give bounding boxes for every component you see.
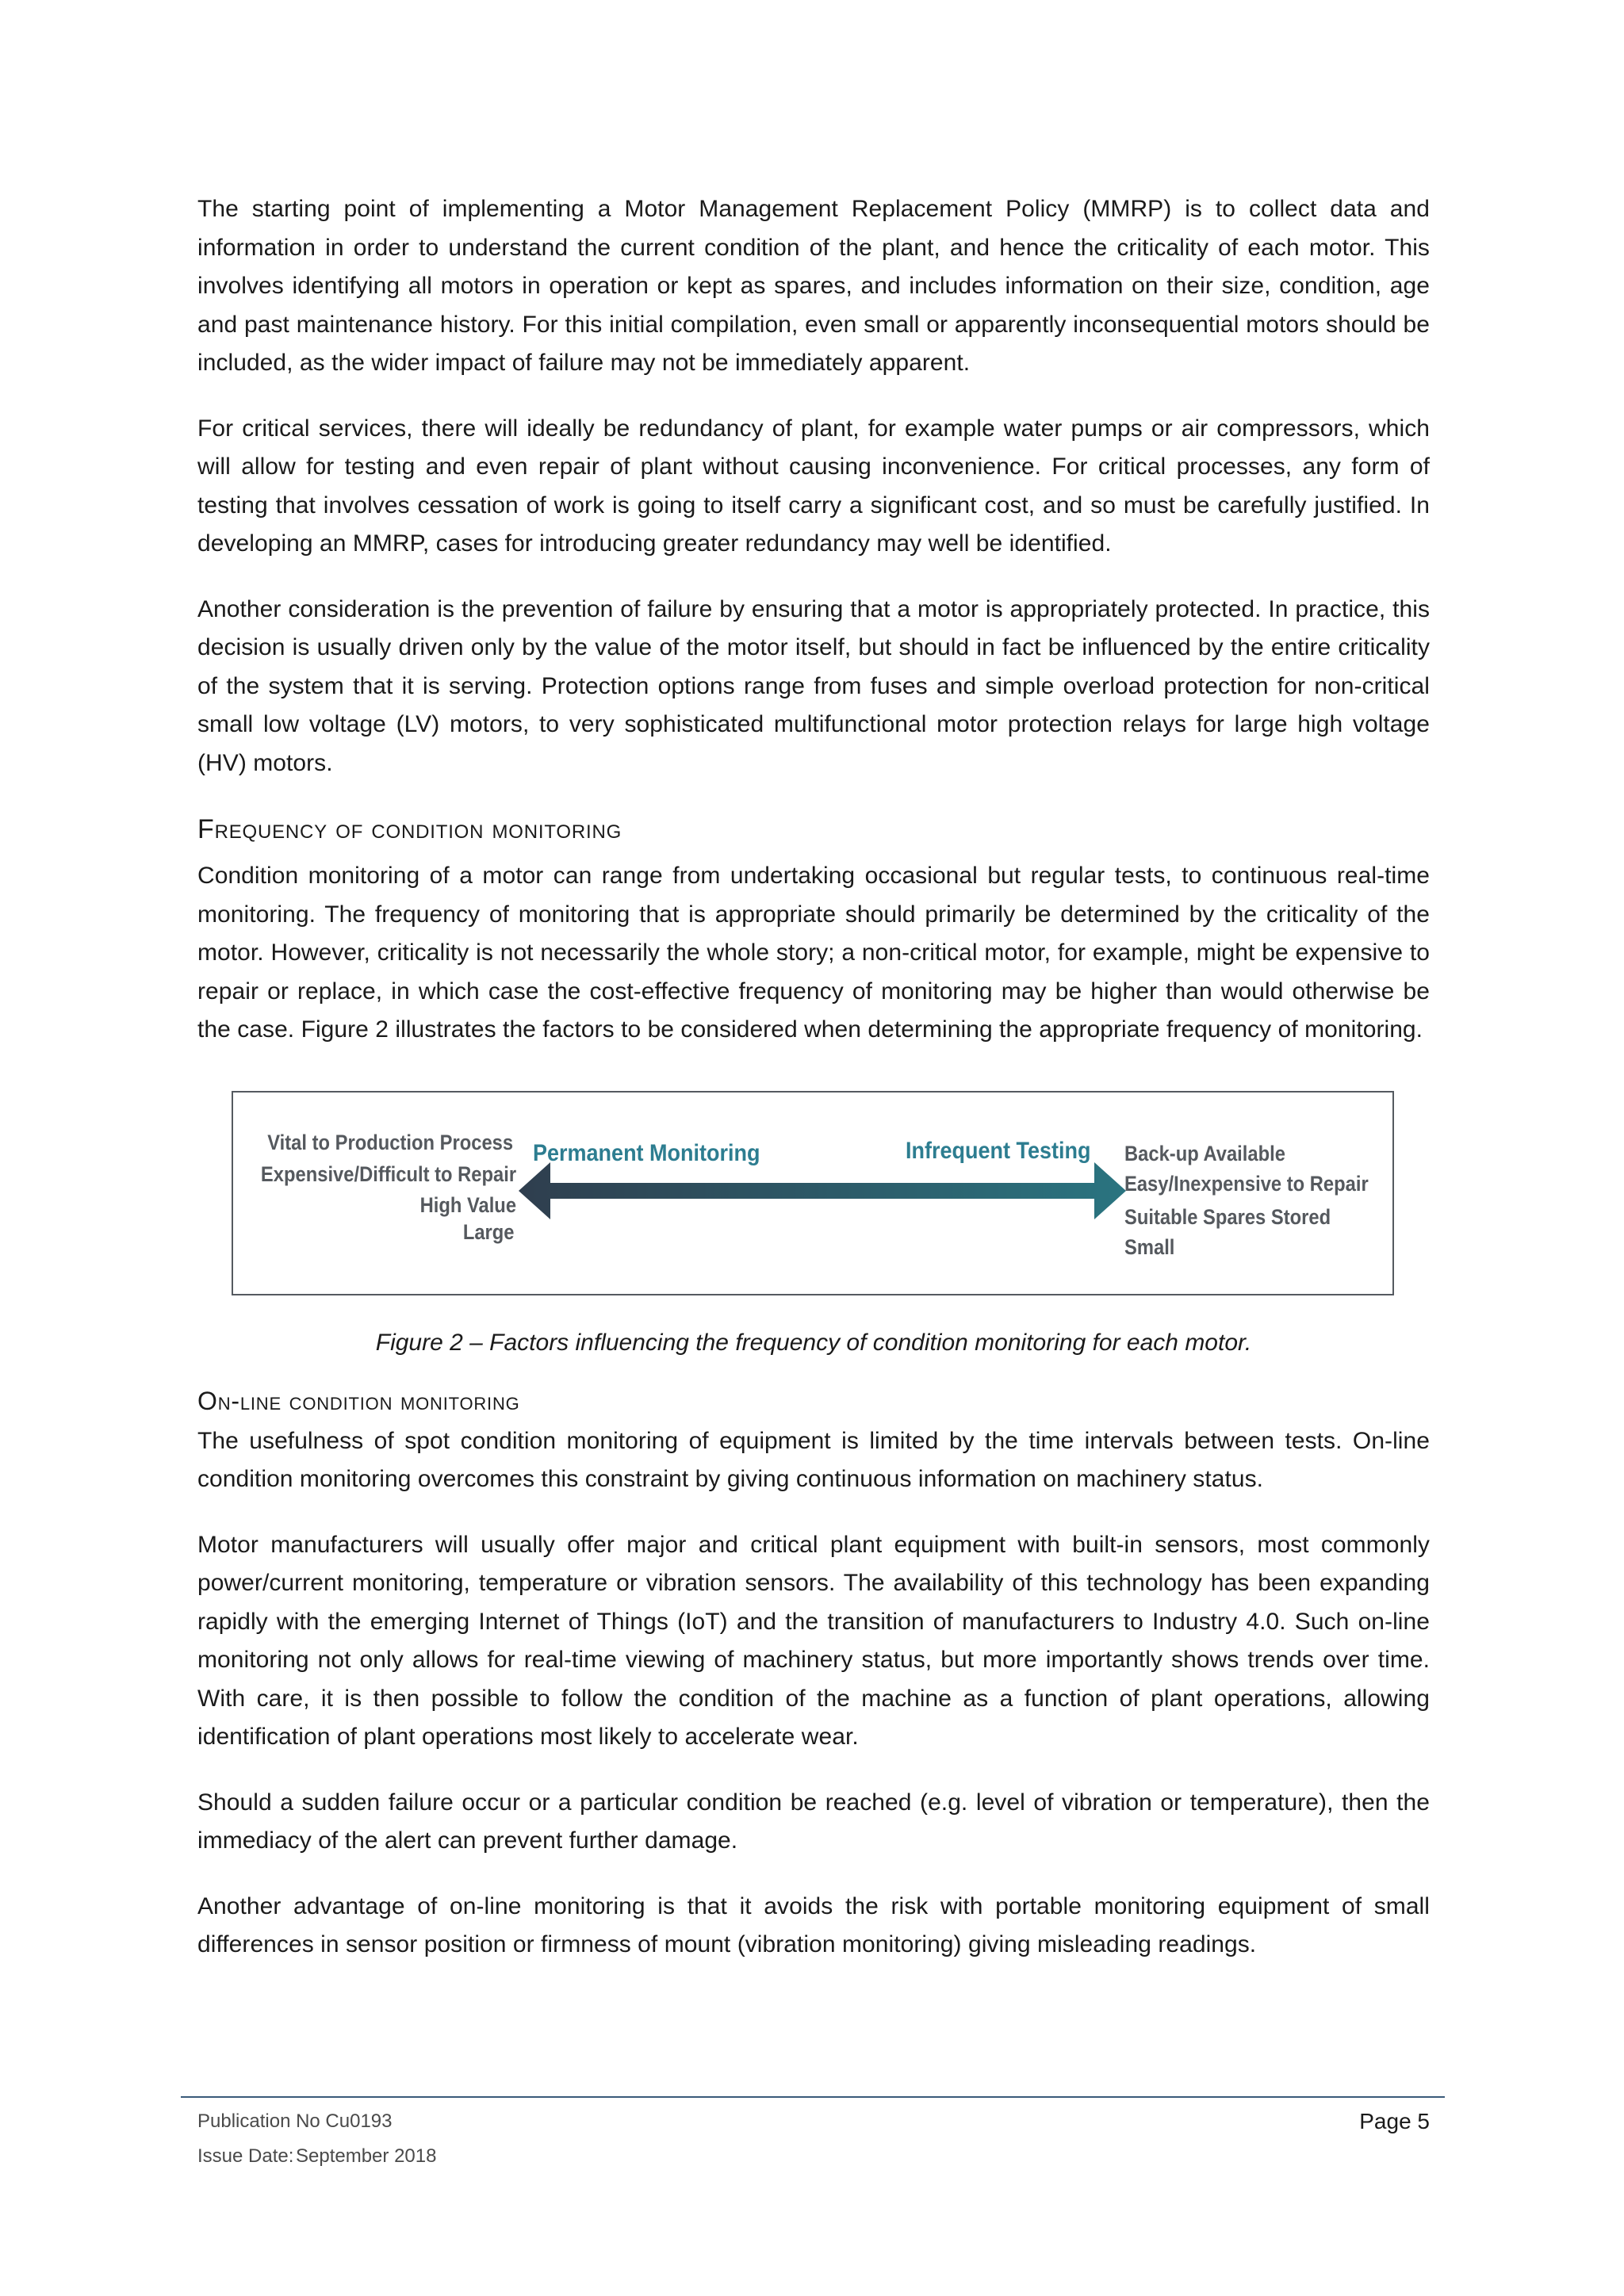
footer-divider [181, 2096, 1445, 2098]
figure-right-item: Suitable Spares Stored [1124, 1204, 1331, 1229]
paragraph-frequency: Condition monitoring of a motor can range from undertaking occasional but regular tests, to continuous real-time monitoring. The frequency of monitoring that is appropriate should primarily be determined by the criticality of the motor. However, criticality is not necessarily the whole story; a non-critical motor, for example, might be expensive to repair or replace, in which case the cost-effective frequency of monitoring may be higher than would otherwise be the case. Figure 2 illustrates the factors to be considered when determining the appropriate frequency of monitoring. [197, 863, 1430, 1043]
paragraph-sensors: Motor manufacturers will usually offer major and critical plant equipment with built-in sensors, most commonly power/current monitoring, temperature or vibration sensors. The availability of this technology has been expanding rapidly with the emerging Internet of Things (IoT) and the transition of manufacturers to Industry 4.0. Such on-line monitoring not only allows for real-time viewing of machinery status, but more importantly shows trends over time. With care, it is then possible to follow the condition of the machine as a function of plant operations, allowing identification of plant operations most likely to accelerate wear. [197, 1531, 1430, 1750]
footer-info [197, 2104, 436, 2174]
figure-right-item: Back-up Available [1124, 1141, 1285, 1165]
section-heading-frequency: Frequency of condition monitoring [197, 814, 622, 844]
issue-date-value: September 2018 [296, 2145, 437, 2167]
issue-date-line [197, 2139, 436, 2174]
page-number: Page 5 [1359, 2109, 1430, 2133]
paragraph-redundancy: For critical services, there will ideally be redundancy of plant, for example water pumps or air compressors, which will allow for testing and even repair of plant without causing inconvenience. For critical processes, any form of testing that involves cessation of work is going to itself carry a significant cost, and so must be carefully justified. In developing an MMRP, cases for introducing greater redundancy may well be identified. [197, 415, 1430, 557]
paragraph-sudden-failure: Should a sudden failure occur or a particular condition be reached (e.g. level of vibration or temperature), then the immediacy of the alert can prevent further damage. [197, 1789, 1430, 1854]
figure-caption: Figure 2 – Factors influencing the frequency of condition monitoring for each motor. [375, 1329, 1252, 1356]
page-content [197, 190, 1430, 1992]
publication-number: Publication No Cu0193 [197, 2110, 393, 2132]
figure-left-item: Vital to Production Process [267, 1130, 513, 1154]
figure-monitoring-frequency [232, 1091, 1394, 1295]
figure-left-item: Large [463, 1219, 515, 1244]
double-arrow-icon [519, 1161, 1126, 1221]
paragraph-advantage: Another advantage of on-line monitoring is that it avoids the risk with portable monitoring equipment of small differences in sensor position or firmness of mount (vibration monitoring) giving misleading readings. [197, 1892, 1430, 1957]
permanent-monitoring-label: Permanent Monitoring [533, 1139, 760, 1166]
section-heading-online: On-line condition monitoring [197, 1386, 520, 1415]
figure-left-item: Expensive/Difficult to Repair [260, 1161, 516, 1186]
paragraph-protection: Another consideration is the prevention of failure by ensuring that a motor is appropriately protected. In practice, this decision is usually driven only by the value of the motor itself, but should in fact be influenced by the entire criticality of the system that it is serving. Protection options range from fuses and simple overload protection for non-critical small low voltage (LV) motors, to very sophisticated multifunctional motor protection relays for large high voltage (HV) motors. [197, 595, 1430, 776]
infrequent-testing-label: Infrequent Testing [906, 1137, 1091, 1164]
figure-right-item: Easy/Inexpensive to Repair [1124, 1171, 1369, 1196]
paragraph-mmrp-intro: The starting point of implementing a Motor Management Replacement Policy (MMRP) is to collect data and information in order to understand the current condition of the plant, and hence the criticality of each motor. This involves identifying all motors in operation or kept as spares, and includes information on their size, condition, age and past maintenance history. For this initial compilation, even small or apparently inconsequential motors should be included, as the wider impact of failure may not be immediately apparent. [197, 196, 1430, 376]
figure-right-item: Small [1124, 1234, 1175, 1259]
figure-left-item: High Value [419, 1192, 516, 1217]
issue-date-label: Issue Date: [197, 2145, 294, 2167]
paragraph-online-intro: The usefulness of spot condition monitoring of equipment is limited by the time intervals between tests. On-line condition monitoring overcomes this constraint by giving continuous information on machinery status. [197, 1427, 1430, 1492]
